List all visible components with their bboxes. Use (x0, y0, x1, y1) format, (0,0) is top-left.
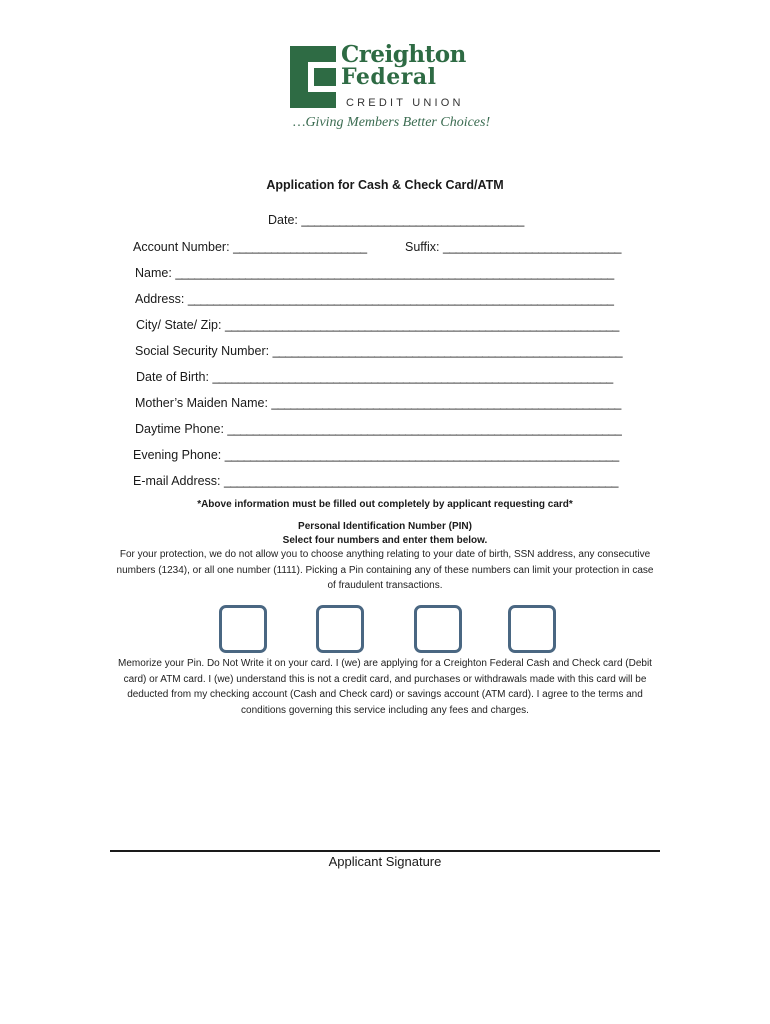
pin-digit-box-1[interactable] (219, 605, 267, 653)
pin-title: Personal Identification Number (PIN) (298, 521, 472, 532)
maiden-name-blank[interactable]: _______________________________________________________ (271, 396, 621, 410)
dob-blank[interactable]: _______________________________________________________________ (212, 370, 613, 384)
pin-instructions: For your protection, we do not allow you to choose anything relating to your date of birth, SSN address, any consecutive numbers (1234), or all one number (1111). Picking a Pin containing any of these numbers can limit your protection in case of fraudulent transactions. (116, 549, 654, 591)
name-label: Name: (135, 266, 172, 280)
form-title: Application for Cash & Check Card/ATM (266, 178, 504, 192)
required-note: *Above information must be filled out completely by applicant requesting card* (197, 499, 573, 510)
account-number-label: Account Number: (133, 240, 230, 254)
daytime-phone-label: Daytime Phone: (135, 422, 224, 436)
city-state-zip-field[interactable] (136, 318, 619, 332)
suffix-blank[interactable]: ____________________________ (443, 240, 621, 254)
maiden-name-field[interactable] (135, 396, 621, 410)
email-field[interactable] (133, 474, 618, 488)
ssn-blank[interactable]: _______________________________________________________ (272, 344, 622, 358)
evening-phone-field[interactable] (133, 448, 619, 462)
city-state-zip-label: City/ State/ Zip: (136, 318, 222, 332)
ssn-label: Social Security Number: (135, 344, 270, 358)
city-state-zip-blank[interactable]: ______________________________________________________________ (224, 318, 619, 332)
date-field[interactable] (268, 213, 524, 227)
pin-subtitle: Select four numbers and enter them below. (282, 535, 488, 546)
daytime-phone-blank[interactable]: ______________________________________________________________ (227, 422, 622, 436)
evening-phone-label: Evening Phone: (133, 448, 222, 462)
name-field[interactable] (135, 266, 614, 280)
pin-digit-box-3[interactable] (414, 605, 462, 653)
date-label: Date: (268, 213, 298, 227)
evening-phone-blank[interactable]: ______________________________________________________________ (224, 448, 619, 462)
dob-label: Date of Birth: (136, 370, 209, 384)
dob-field[interactable] (136, 370, 613, 384)
pin-digit-box-2[interactable] (316, 605, 364, 653)
signature-label: Applicant Signature (328, 854, 442, 869)
address-field[interactable] (135, 292, 613, 306)
suffix-label: Suffix: (405, 240, 440, 254)
logo-mark-icon (290, 46, 336, 108)
signature-line[interactable] (110, 850, 660, 852)
pin-heading (0, 520, 770, 548)
account-number-blank[interactable]: _____________________ (233, 240, 367, 254)
email-label: E-mail Address: (133, 474, 221, 488)
address-label: Address: (135, 292, 185, 306)
email-blank[interactable]: ______________________________________________________________ (224, 474, 618, 488)
pin-digit-box-4[interactable] (508, 605, 556, 653)
daytime-phone-field[interactable] (135, 422, 621, 436)
logo-credit-union: CREDIT UNION (346, 97, 464, 109)
name-blank[interactable]: _____________________________________________________________________ (175, 266, 614, 280)
logo-name-line2: Federal (341, 64, 437, 90)
address-blank[interactable]: ___________________________________________________________________ (187, 292, 614, 306)
creighton-federal-logo (287, 38, 497, 136)
agreement-text: Memorize your Pin. Do Not Write it on your card. I (we) are applying for a Creighton Federal Cash and Check card (Debit card) or ATM card. I (we) understand this is not a credit card, and purchases or withdrawals made with this card will be deducted from my checking account (Cash and Check card) or savings account (ATM card). I agree to the terms and conditions governing this service including any fees and charges. (118, 658, 652, 716)
ssn-field[interactable] (135, 344, 622, 358)
logo-name (341, 41, 466, 90)
maiden-name-label: Mother’s Maiden Name: (135, 396, 268, 410)
logo-tagline: …Giving Members Better Choices! (293, 115, 491, 130)
date-blank[interactable]: ___________________________________ (301, 213, 524, 227)
suffix-field[interactable] (405, 240, 621, 254)
account-number-field[interactable] (133, 240, 366, 254)
logo-name-line1: Creighton (341, 41, 466, 68)
